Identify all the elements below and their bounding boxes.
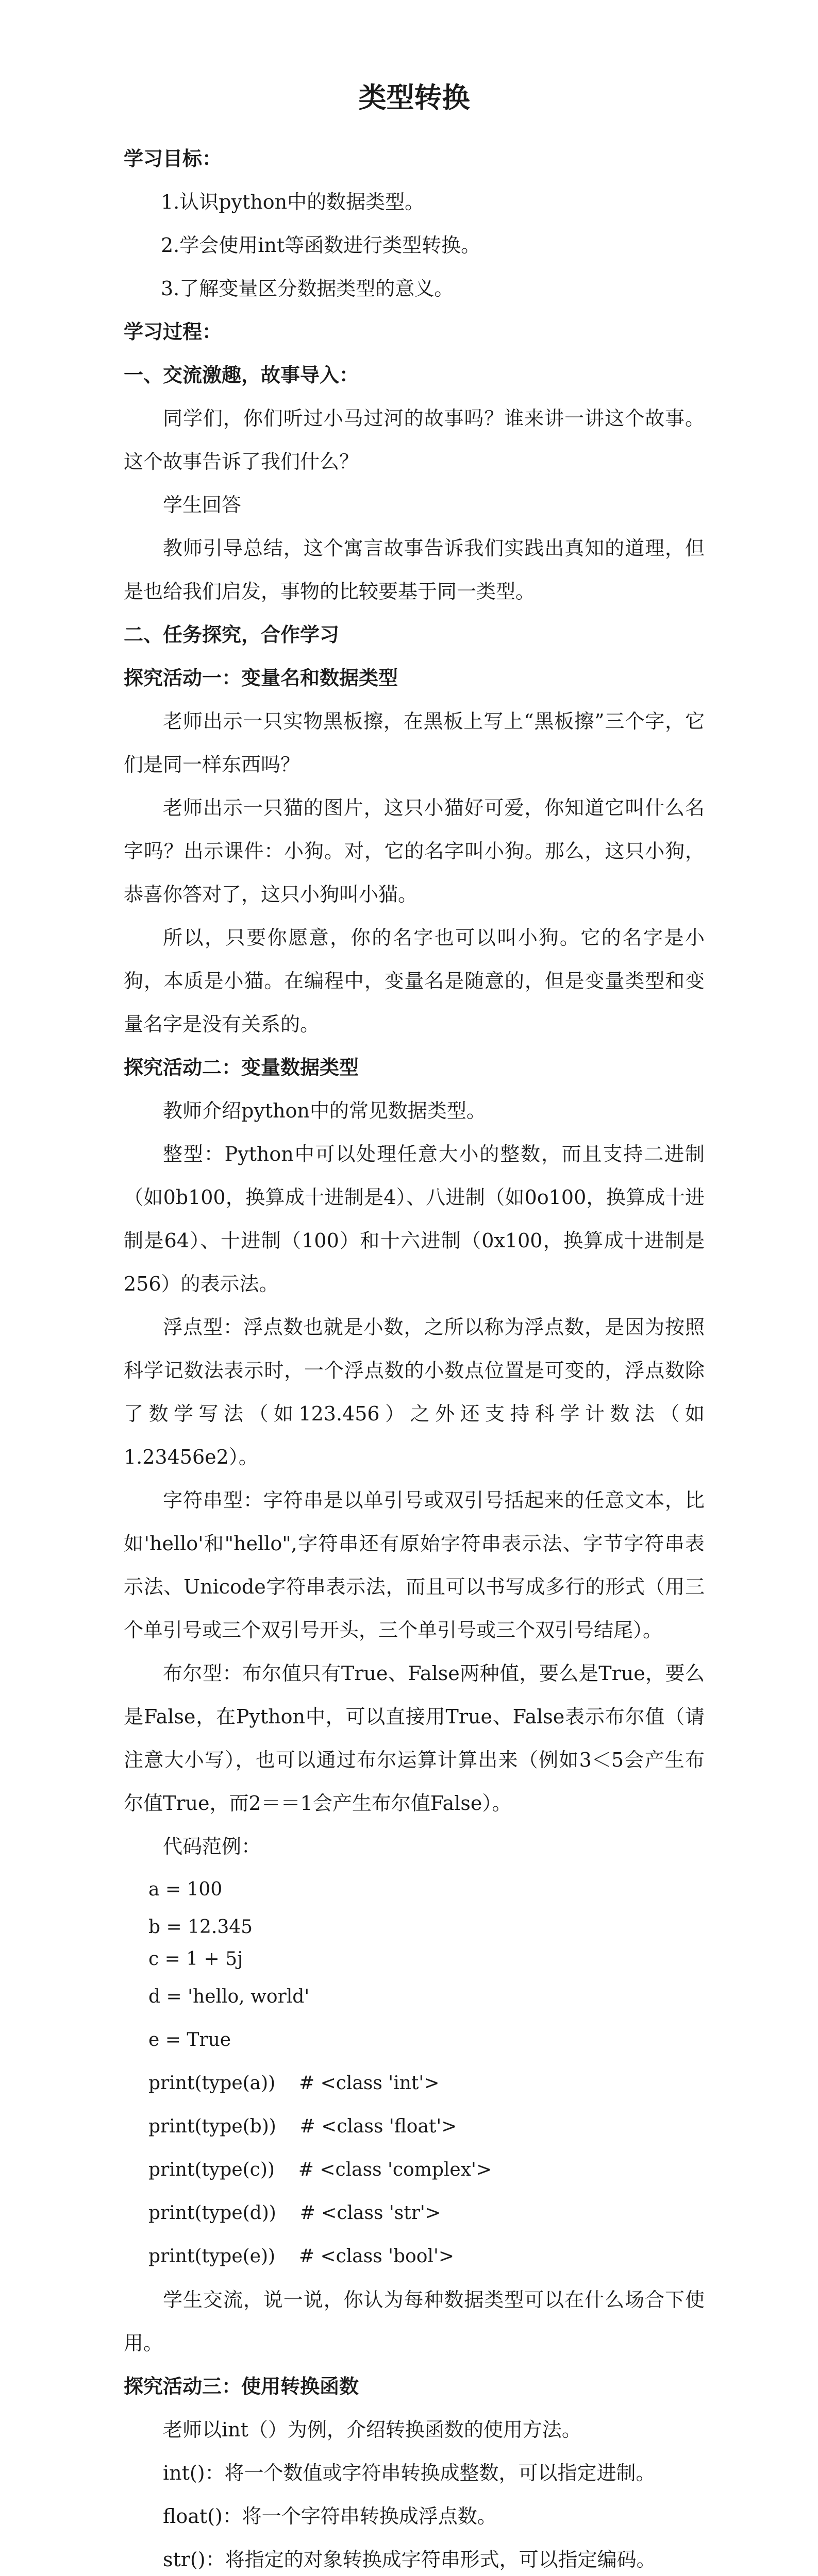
code-line: print(type(a)) # <class 'int'> <box>148 2073 440 2094</box>
activity-3-heading: 探究活动三：使用转换函数 <box>124 2375 359 2398</box>
paragraph: 所以，只要你愿意，你的名字也可以叫小狗。它的名字是小狗，本质是小猫。在编程中，变量名是随意的，但是变量类型和变量名字是没有关系的。 <box>124 926 705 1036</box>
paragraph-boolean: 布尔型：布尔值只有True、False两种值，要么是True，要么是False，在Python中，可以直接用True、False表示布尔值（请注意大小写），也可以通过布尔运算计算出来（例如3＜5会产生布尔值True，而2＝＝1会产生布尔值False）。 <box>124 1662 705 1815</box>
section-1-heading: 一、交流激趣，故事导入： <box>124 364 359 386</box>
function-str: str()：将指定的对象转换成字符串形式，可以指定编码。 <box>163 2548 656 2571</box>
paragraph: 老师以int（）为例，介绍转换函数的使用方法。 <box>163 2418 581 2441</box>
paragraph-float: 浮点型：浮点数也就是小数，之所以称为浮点数，是因为按照科学记数法表示时，一个浮点数的小数点位置是可变的，浮点数除了数学写法（如123.456）之外还支持科学计数法（如1.23456e2）。 <box>124 1316 705 1468</box>
paragraph: 教师引导总结，这个寓言故事告诉我们实践出真知的道理，但是也给我们启发，事物的比较要基于同一类型。 <box>124 537 705 603</box>
code-line: a = 100 <box>148 1879 223 1900</box>
code-line: c = 1 + 5j <box>148 1948 243 1970</box>
goal-item: 3.了解变量区分数据类型的意义。 <box>161 277 454 300</box>
paragraph: 老师出示一只实物黑板擦，在黑板上写上“黑板擦”三个字，它们是同一样东西吗？ <box>124 710 705 776</box>
code-line: print(type(b)) # <class 'float'> <box>148 2116 457 2137</box>
paragraph: 同学们，你们听过小马过河的故事吗？谁来讲一讲这个故事。这个故事告诉了我们什么？ <box>124 407 705 473</box>
code-line: print(type(e)) # <class 'bool'> <box>148 2246 454 2267</box>
activity-2-heading: 探究活动二：变量数据类型 <box>124 1056 359 1079</box>
goal-item: 2.学会使用int等函数进行类型转换。 <box>161 234 481 257</box>
function-float: float()：将一个字符串转换成浮点数。 <box>163 2505 497 2528</box>
paragraph: 教师介绍python中的常见数据类型。 <box>163 1099 486 1122</box>
paragraph-integer: 整型：Python中可以处理任意大小的整数，而且支持二进制（如0b100，换算成十进制是4）、八进制（如0o100，换算成十进制是64）、十进制（100）和十六进制（0x100，换算成十进制是256）的表示法。 <box>124 1143 705 1295</box>
process-heading: 学习过程： <box>124 320 222 343</box>
code-line: e = True <box>148 2029 231 2050</box>
paragraph: 学生回答 <box>163 494 242 516</box>
code-example-label: 代码范例： <box>163 1835 261 1858</box>
function-int: int()：将一个数值或字符串转换成整数，可以指定进制。 <box>163 2462 656 2484</box>
code-line: b = 12.345 <box>148 1917 253 1938</box>
code-line: print(type(d)) # <class 'str'> <box>148 2202 441 2224</box>
paragraph-string: 字符串型：字符串是以单引号或双引号括起来的任意文本，比如'hello'和"hello",字符串还有原始字符串表示法、字节字符串表示法、Unicode字符串表示法，而且可以书写成多行的形式（用三个单引号或三个双引号开头，三个单引号或三个双引号结尾）。 <box>124 1489 705 1641</box>
code-line: d = 'hello, world' <box>148 1986 310 2007</box>
section-2-heading: 二、任务探究，合作学习 <box>124 623 340 646</box>
goal-item: 1.认识python中的数据类型。 <box>161 191 425 213</box>
activity-1-heading: 探究活动一：变量名和数据类型 <box>124 667 398 689</box>
paragraph: 老师出示一只猫的图片，这只小猫好可爱，你知道它叫什么名字吗？出示课件：小狗。对，它的名字叫小狗。那么，这只小狗，恭喜你答对了，这只小狗叫小猫。 <box>124 796 705 906</box>
code-line: print(type(c)) # <class 'complex'> <box>148 2159 492 2180</box>
document-title: 类型转换 <box>358 81 470 114</box>
paragraph: 学生交流，说一说，你认为每种数据类型可以在什么场合下使用。 <box>124 2289 705 2354</box>
goals-heading: 学习目标： <box>124 147 222 170</box>
